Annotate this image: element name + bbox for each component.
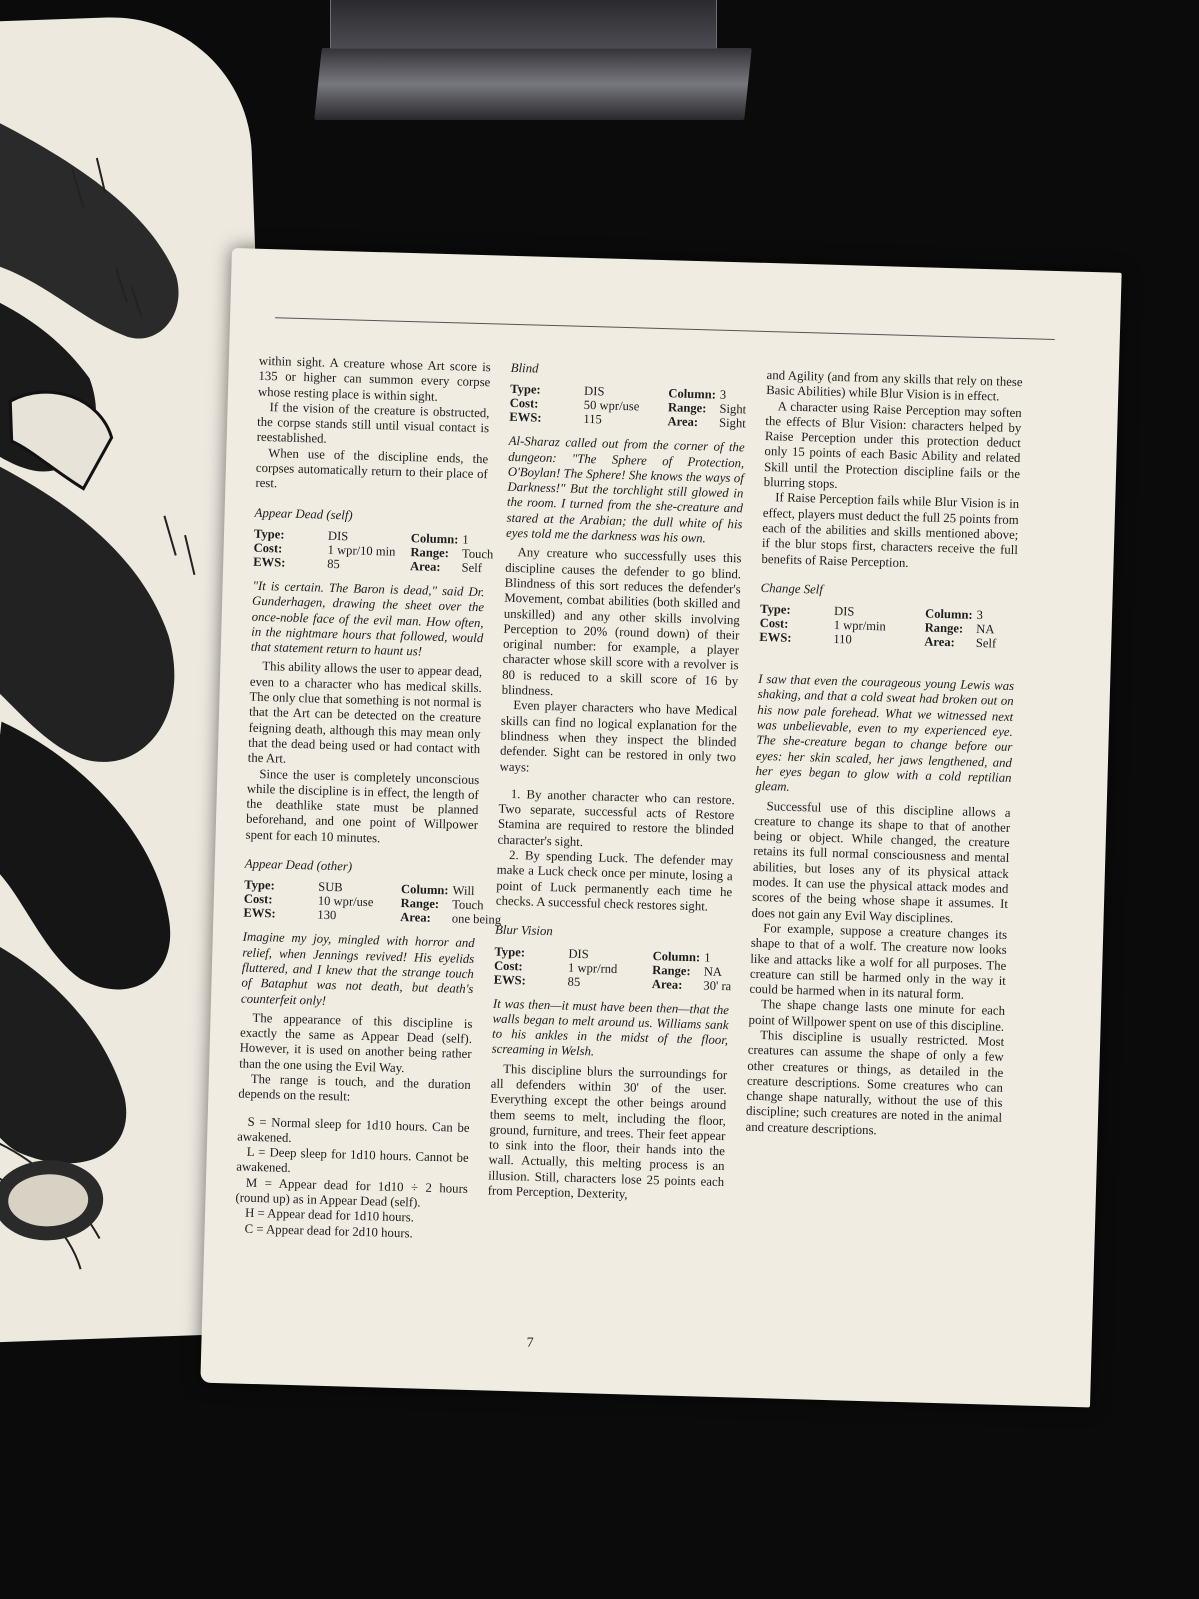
stat-value: Sight [718, 415, 746, 431]
stat-value: SUB [317, 879, 343, 895]
stat-value: Self [975, 636, 997, 651]
stat-label: Range: [400, 896, 440, 912]
stat-label: Type: [759, 602, 791, 617]
result-item: S = Normal sleep for 1d10 hours. Can be awakened. [237, 1114, 470, 1145]
stat-value: 85 [567, 974, 581, 989]
result-item: L = Deep sleep for 1d10 hours. Cannot be awakened. [236, 1144, 469, 1176]
stat-block [253, 526, 494, 576]
stat-label: Area: [409, 559, 441, 574]
stat-value: Touch [452, 897, 484, 913]
stat-label: EWS: [509, 410, 542, 426]
stat-value: 85 [327, 556, 341, 572]
stat-value: DIS [568, 946, 589, 961]
stat-block [759, 602, 1016, 651]
flavor-quote: Imagine my joy, mingled with horror and relief, when Jennings revived! His eyelids fluttered, and I knew that the strange touch of Bataphut was not death, but death's counterfeit only! [240, 929, 475, 1008]
stat-value: 3 [976, 608, 984, 623]
stat-label: Area: [400, 910, 431, 926]
stat-label: Cost: [759, 616, 789, 631]
text-column-3 [745, 368, 1022, 1142]
paragraph: Successful use of this discipline allows a creature to change its shape to that of another being or object. While changed, the creature retains its full normal consciousness and mental abilities, but loses any of its physical attack modes. It can use the physical attack modes and scores of the being whose shape it assumes. It does not gain any Evil Way disciplines. [751, 798, 1011, 926]
paragraph: 2. By spending Luck. The defender may make a Luck check once per minute, losing a point of Luck permanently each time he checks. A successful check restores sight. [495, 847, 734, 914]
stat-value: 110 [833, 632, 852, 647]
stat-label: Cost: [243, 891, 273, 907]
stat-value: DIS [833, 604, 855, 619]
stat-label: Cost: [509, 396, 539, 411]
stat-value: Will [452, 883, 475, 899]
stat-label: Area: [924, 634, 956, 650]
result-list [234, 1114, 469, 1243]
stat-label: Column: [924, 606, 973, 622]
stat-value: 1 wpr/min [833, 618, 887, 634]
rulebook-page [200, 248, 1121, 1407]
stat-value: DIS [583, 384, 605, 399]
paragraph: 1. By another character who can restore. Two separate, successful acts of Restore Stamina are required to restore the blinded character's sight. [497, 786, 735, 849]
stat-label: Column: [652, 948, 701, 964]
paragraph: Since the user is completely unconscious while the discipline is in effect, the length of the deathlike state must be planned beforehand, and one point of Willpower spent for each 10 minutes. [245, 766, 480, 846]
stat-value: 115 [583, 412, 602, 427]
stat-label: EWS: [253, 554, 286, 570]
flavor-quote: It was then—it must have been then—that the walls began to melt around us. Williams sank to his ankles in the midst of the floor, screaming in Welsh. [491, 996, 730, 1059]
stat-label: Type: [509, 382, 541, 397]
stat-value: 1 wpr/rnd [567, 960, 618, 976]
acrylic-stand [330, 0, 717, 49]
stat-value: Sight [719, 401, 747, 417]
paragraph: This discipline blurs the surroundings for all defenders within 30' of the user. Everything except the other beings around them seems to melt, including the floor, ground, furniture, and trees. Their feet appear to sink into the floor, their hands into the wall. Actually, this melting process is an illusion. Still, characters lose 25 points each from Perception, Dexterity, [487, 1061, 728, 1202]
stat-label: Column: [668, 386, 717, 402]
stat-value: 30' ra [703, 977, 732, 993]
stat-label: EWS: [493, 972, 527, 987]
stat-label: Area: [651, 976, 683, 992]
result-item: M = Appear dead for 1d10 ÷ 2 hours (round up) as in Appear Dead (self). [235, 1175, 469, 1210]
stat-value: 1 [462, 532, 469, 547]
header-rule [275, 317, 1055, 340]
page-number: 7 [526, 1335, 534, 1351]
stat-value: NA [976, 622, 995, 637]
section-heading-blur-vision: Blur Vision [494, 922, 553, 939]
stat-label: Type: [494, 944, 526, 959]
flavor-quote: "It is certain. The Baron is dead," said Dr. Gunderhagen, drawing the sheet over the once-noble face of the evil man. How often, in the nightmare hours that followed, would that statement return to haunt us! [250, 578, 485, 659]
paragraph: For example, suppose a creature changes its shape to that of a wolf. The creature now looks like and attacks like a wolf for all purposes. The creature can still be harmed only in the way it could be harmed when in its natural form. [749, 921, 1008, 1002]
paragraph: Even player characters who have Medical skills can find no logical explanation for the blindness when they inspect the blinded defender. Sight can be restored in only two ways: [499, 698, 738, 775]
stat-label: Cost: [493, 958, 523, 973]
paragraph: The range is touch, and the duration depends on the result: [238, 1071, 471, 1104]
stat-label: Range: [410, 545, 450, 561]
stat-label: EWS: [243, 905, 276, 921]
stat-label: Area: [667, 414, 699, 430]
stat-label: Range: [924, 620, 964, 636]
stat-value: 50 wpr/use [583, 398, 640, 414]
stat-label: EWS: [759, 630, 792, 645]
section-heading-appear-dead-self: Appear Dead (self) [254, 505, 353, 523]
paragraph: This discipline is usually restricted. Most creatures can assume the shape of only a few other creatures or things, as detailed in the creature descriptions. Some creatures who can change shape naturally, without the use of this discipline; such creatures are noted in the animal and creature descriptions. [745, 1028, 1005, 1138]
stat-value: NA [703, 963, 723, 979]
stat-value: DIS [327, 528, 349, 544]
stat-value: one being [451, 911, 502, 928]
stat-value: 3 [719, 387, 727, 403]
stat-value: Touch [461, 546, 494, 562]
paragraph: The shape change lasts one minute for each point of Willpower spent on use of this discipline. [748, 997, 1006, 1034]
stat-value: 130 [317, 907, 337, 923]
paragraph: The appearance of this discipline is exactly the same as Appear Dead (self). However, it is used on another being rather than the one using the Evil Way. [239, 1010, 473, 1075]
result-item: C = Appear dead for 2d10 hours. [244, 1221, 413, 1241]
acrylic-stand-base [314, 48, 752, 120]
section-heading-change-self: Change Self [760, 580, 824, 597]
stat-label: Range: [667, 400, 707, 416]
stat-block [243, 877, 502, 928]
stat-value: Self [461, 560, 483, 576]
paragraph: When use of the discipline ends, the corpses automatically return to their place of rest. [255, 445, 489, 491]
paragraph: Any creature who successfully uses this discipline causes the defender to go blind. Blindness of this sort reduces the defender's Movement, combat abilities (both skilled and unskilled) and any other skills involving Perception to 20% (round down) of their original number: for example, a player character whose skill score with a revolver is 80 is reduced to a skill score of 16 by blindness. [501, 545, 742, 699]
stat-label: Cost: [253, 540, 283, 556]
section-heading-blind: Blind [510, 360, 539, 376]
stat-block [509, 382, 746, 431]
stat-value: 1 wpr/10 min [327, 542, 396, 559]
text-column-2 [488, 361, 747, 1206]
stat-value: 10 wpr/use [317, 893, 374, 910]
paragraph: within sight. A creature whose Art score is 135 or higher can summon every corpse whose resting place is within sight. [257, 353, 491, 404]
paragraph: A character using Raise Perception may soften the effects of Blur Vision: characters helped by Raise Perception under this protection deduct only 15 points of each Basic Ability and related Skill until the Protection discipline fails or the blurring stops. [763, 398, 1022, 492]
section-heading-appear-dead-other: Appear Dead (other) [244, 856, 353, 874]
stat-label: Range: [652, 962, 691, 978]
paragraph: and Agility (and from any skills that rely on these Basic Abilities) while Blur Vision is in effect. [766, 367, 1023, 404]
stat-label: Type: [244, 877, 275, 893]
result-item: H = Appear dead for 1d10 hours. [244, 1206, 415, 1225]
paragraph: If the vision of the creature is obstructed, the corpse stands still until visual contact is reestablished. [256, 400, 490, 447]
stat-value: 1 [704, 949, 711, 965]
flavor-quote: Al-Sharaz called out from the corner of the dungeon: "The Sphere of Protection, O'Boylan! The Sphere! She knows the ways of Darkness!" But the torchlight still glowed in the room. I turned from the she-creature and stared at the Arabian; the dull white of his eyes told me the darkness was his own. [505, 434, 745, 546]
stat-block [493, 944, 730, 993]
stat-label: Column: [410, 531, 459, 547]
text-column-1 [234, 353, 502, 1243]
stat-label: Type: [253, 526, 285, 542]
stat-label: Column: [400, 882, 449, 898]
flavor-quote: I saw that even the courageous young Lewis was shaking, and that a cold sweat had broken out on his now pale forehead. What we witnessed next was unbelievable, even to my experienced eye. The she-creature began to change before our eyes: her skin scaled, her jaws lengthened, and her eyes began to glow with a cold reptilian gleam. [754, 672, 1015, 795]
paragraph: If Raise Perception fails while Blur Vision is in effect, players must deduct the full 25 points from each of the abilities and skills mentioned above; if the blur stops first, characters receive the full benefits of Raise Perception. [761, 490, 1020, 570]
paragraph: This ability allows the user to appear dead, even to a character who has medical skills. The only clue that something is not normal is that the Art can be detected on the creature feigning death, although this may mean only that the dead being used or had contact with the Art. [247, 659, 483, 766]
